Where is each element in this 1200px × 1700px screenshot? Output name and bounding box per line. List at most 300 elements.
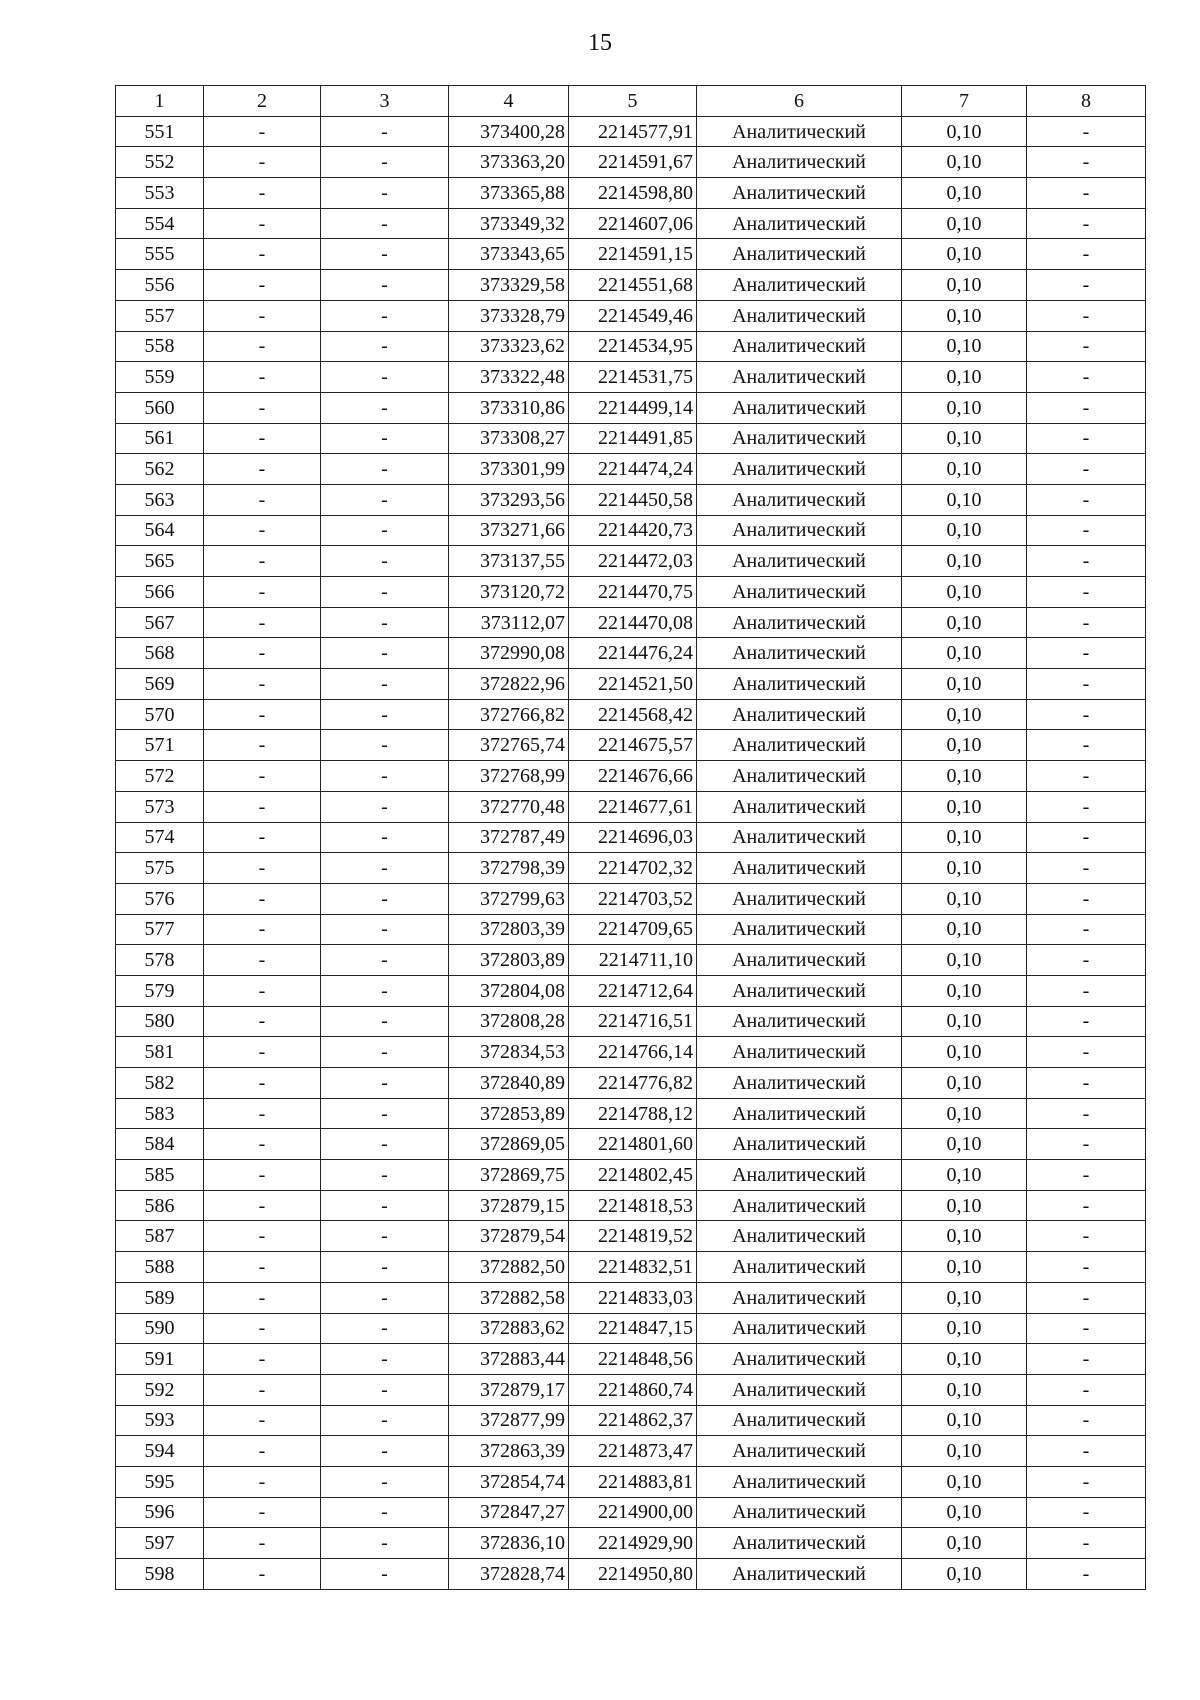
- table-cell: 373271,66: [449, 515, 569, 546]
- table-cell: 558: [116, 331, 204, 362]
- table-cell: 373137,55: [449, 546, 569, 577]
- table-cell: 2214929,90: [569, 1528, 697, 1559]
- table-cell: 2214900,00: [569, 1497, 697, 1528]
- table-cell: Аналитический: [697, 975, 902, 1006]
- table-cell: 373112,07: [449, 607, 569, 638]
- table-cell: -: [321, 239, 449, 270]
- table-cell: -: [321, 331, 449, 362]
- table-cell: -: [321, 853, 449, 884]
- table-cell: 0,10: [902, 1160, 1027, 1191]
- table-cell: 570: [116, 699, 204, 730]
- table-cell: 372879,15: [449, 1190, 569, 1221]
- table-cell: 575: [116, 853, 204, 884]
- table-cell: 557: [116, 300, 204, 331]
- table-cell: 2214474,24: [569, 454, 697, 485]
- table-cell: Аналитический: [697, 699, 902, 730]
- table-cell: -: [321, 1282, 449, 1313]
- table-cell: Аналитический: [697, 423, 902, 454]
- table-cell: -: [1027, 1006, 1146, 1037]
- table-cell: Аналитический: [697, 484, 902, 515]
- table-cell: -: [321, 761, 449, 792]
- table-cell: -: [204, 1374, 321, 1405]
- table-cell: 592: [116, 1374, 204, 1405]
- table-row: [116, 669, 1146, 700]
- table-cell: 2214802,45: [569, 1160, 697, 1191]
- table-cell: 0,10: [902, 914, 1027, 945]
- table-cell: 2214788,12: [569, 1098, 697, 1129]
- table-cell: 372766,82: [449, 699, 569, 730]
- table-cell: 2214703,52: [569, 883, 697, 914]
- table-cell: -: [204, 1068, 321, 1099]
- table-cell: 581: [116, 1037, 204, 1068]
- table-cell: Аналитический: [697, 1436, 902, 1467]
- table-cell: 2214598,80: [569, 178, 697, 209]
- table-cell: -: [321, 116, 449, 147]
- coordinates-table: [115, 85, 1146, 1590]
- table-cell: 587: [116, 1221, 204, 1252]
- table-cell: -: [321, 638, 449, 669]
- table-row: [116, 1037, 1146, 1068]
- table-cell: Аналитический: [697, 914, 902, 945]
- table-cell: -: [321, 1252, 449, 1283]
- table-cell: Аналитический: [697, 761, 902, 792]
- table-cell: 0,10: [902, 116, 1027, 147]
- table-row: [116, 1559, 1146, 1590]
- table-cell: 0,10: [902, 607, 1027, 638]
- table-cell: 2214591,67: [569, 147, 697, 178]
- table-cell: Аналитический: [697, 454, 902, 485]
- table-cell: Аналитический: [697, 853, 902, 884]
- table-cell: 2214702,32: [569, 853, 697, 884]
- table-cell: 372804,08: [449, 975, 569, 1006]
- table-cell: 373322,48: [449, 362, 569, 393]
- table-cell: -: [204, 147, 321, 178]
- table-cell: -: [321, 178, 449, 209]
- table-cell: Аналитический: [697, 392, 902, 423]
- table-cell: Аналитический: [697, 116, 902, 147]
- table-cell: Аналитический: [697, 1313, 902, 1344]
- table-cell: -: [321, 699, 449, 730]
- table-row: [116, 791, 1146, 822]
- table-cell: 372803,39: [449, 914, 569, 945]
- table-cell: -: [321, 1436, 449, 1467]
- table-cell: 373293,56: [449, 484, 569, 515]
- table-cell: -: [321, 791, 449, 822]
- table-cell: -: [1027, 1466, 1146, 1497]
- table-cell: -: [204, 1282, 321, 1313]
- table-cell: 372808,28: [449, 1006, 569, 1037]
- table-cell: Аналитический: [697, 1497, 902, 1528]
- table-cell: 0,10: [902, 208, 1027, 239]
- table-cell: 0,10: [902, 331, 1027, 362]
- table-cell: 0,10: [902, 1344, 1027, 1375]
- table-cell: 2214819,52: [569, 1221, 697, 1252]
- table-cell: -: [204, 300, 321, 331]
- table-cell: Аналитический: [697, 1221, 902, 1252]
- table-cell: Аналитический: [697, 1190, 902, 1221]
- table-cell: -: [204, 1466, 321, 1497]
- table-cell: -: [321, 669, 449, 700]
- table-cell: -: [204, 853, 321, 884]
- table-cell: -: [1027, 1068, 1146, 1099]
- table-cell: 2214531,75: [569, 362, 697, 393]
- table-cell: -: [1027, 1497, 1146, 1528]
- table-cell: 2214696,03: [569, 822, 697, 853]
- column-header: 8: [1027, 86, 1146, 117]
- table-cell: -: [1027, 178, 1146, 209]
- table-cell: 554: [116, 208, 204, 239]
- table-cell: 561: [116, 423, 204, 454]
- table-cell: 2214862,37: [569, 1405, 697, 1436]
- table-cell: 0,10: [902, 577, 1027, 608]
- table-cell: -: [204, 1528, 321, 1559]
- table-cell: -: [321, 1037, 449, 1068]
- table-cell: 2214873,47: [569, 1436, 697, 1467]
- table-cell: Аналитический: [697, 147, 902, 178]
- table-row: [116, 1252, 1146, 1283]
- table-cell: -: [321, 1405, 449, 1436]
- table-cell: 586: [116, 1190, 204, 1221]
- table-cell: -: [1027, 1282, 1146, 1313]
- table-cell: -: [1027, 1098, 1146, 1129]
- table-cell: 596: [116, 1497, 204, 1528]
- table-cell: 2214766,14: [569, 1037, 697, 1068]
- table-cell: 569: [116, 669, 204, 700]
- table-cell: -: [204, 945, 321, 976]
- table-cell: -: [321, 1344, 449, 1375]
- table-cell: -: [204, 1252, 321, 1283]
- table-cell: 2214551,68: [569, 270, 697, 301]
- table-cell: Аналитический: [697, 1160, 902, 1191]
- table-row: [116, 1221, 1146, 1252]
- table-cell: -: [321, 1129, 449, 1160]
- table-cell: 2214848,56: [569, 1344, 697, 1375]
- table-cell: 372847,27: [449, 1497, 569, 1528]
- table-cell: -: [321, 607, 449, 638]
- table-cell: 372840,89: [449, 1068, 569, 1099]
- table-row: [116, 1160, 1146, 1191]
- table-cell: 373400,28: [449, 116, 569, 147]
- table-cell: -: [321, 975, 449, 1006]
- column-header: 3: [321, 86, 449, 117]
- table-cell: 567: [116, 607, 204, 638]
- table-cell: 572: [116, 761, 204, 792]
- table-cell: 595: [116, 1466, 204, 1497]
- table-cell: 2214470,75: [569, 577, 697, 608]
- table-cell: 373308,27: [449, 423, 569, 454]
- table-cell: -: [204, 331, 321, 362]
- table-cell: -: [204, 239, 321, 270]
- table-cell: 0,10: [902, 1466, 1027, 1497]
- table-cell: 373343,65: [449, 239, 569, 270]
- table-cell: -: [1027, 853, 1146, 884]
- table-cell: -: [1027, 331, 1146, 362]
- table-cell: 0,10: [902, 1559, 1027, 1590]
- column-header: 4: [449, 86, 569, 117]
- table-body: [116, 116, 1146, 1589]
- table-cell: 2214776,82: [569, 1068, 697, 1099]
- table-cell: Аналитический: [697, 1405, 902, 1436]
- table-cell: 0,10: [902, 392, 1027, 423]
- table-cell: -: [1027, 669, 1146, 700]
- table-cell: Аналитический: [697, 1344, 902, 1375]
- table-cell: Аналитический: [697, 1528, 902, 1559]
- column-header: 2: [204, 86, 321, 117]
- table-cell: 2214534,95: [569, 331, 697, 362]
- table-cell: -: [321, 1313, 449, 1344]
- table-cell: Аналитический: [697, 270, 902, 301]
- table-cell: 372803,89: [449, 945, 569, 976]
- table-cell: 2214568,42: [569, 699, 697, 730]
- table-cell: 372879,17: [449, 1374, 569, 1405]
- table-cell: -: [1027, 1160, 1146, 1191]
- table-cell: -: [1027, 1313, 1146, 1344]
- table-cell: -: [321, 484, 449, 515]
- table-cell: -: [321, 945, 449, 976]
- table-cell: -: [321, 577, 449, 608]
- table-cell: 566: [116, 577, 204, 608]
- table-row: [116, 331, 1146, 362]
- table-cell: -: [321, 1374, 449, 1405]
- table-cell: -: [204, 577, 321, 608]
- table-row: [116, 1405, 1146, 1436]
- table-cell: 2214676,66: [569, 761, 697, 792]
- table-cell: 372765,74: [449, 730, 569, 761]
- table-cell: -: [321, 883, 449, 914]
- table-cell: 373310,86: [449, 392, 569, 423]
- table-cell: 0,10: [902, 853, 1027, 884]
- table-cell: -: [321, 1098, 449, 1129]
- table-row: [116, 1374, 1146, 1405]
- table-cell: Аналитический: [697, 822, 902, 853]
- table-cell: 0,10: [902, 147, 1027, 178]
- table-cell: 372834,53: [449, 1037, 569, 1068]
- table-row: [116, 1528, 1146, 1559]
- table-cell: -: [321, 822, 449, 853]
- table-cell: 0,10: [902, 1252, 1027, 1283]
- table-cell: 579: [116, 975, 204, 1006]
- table-cell: 0,10: [902, 484, 1027, 515]
- column-header: 5: [569, 86, 697, 117]
- table-cell: 571: [116, 730, 204, 761]
- table-cell: 594: [116, 1436, 204, 1467]
- table-cell: -: [1027, 1129, 1146, 1160]
- table-cell: -: [204, 1221, 321, 1252]
- table-cell: 2214499,14: [569, 392, 697, 423]
- table-row: [116, 1129, 1146, 1160]
- table-row: [116, 239, 1146, 270]
- table-cell: 372787,49: [449, 822, 569, 853]
- table-row: [116, 1068, 1146, 1099]
- table-cell: -: [1027, 761, 1146, 792]
- table-cell: 573: [116, 791, 204, 822]
- table-cell: Аналитический: [697, 362, 902, 393]
- table-cell: -: [204, 1190, 321, 1221]
- table-cell: -: [1027, 392, 1146, 423]
- table-cell: -: [204, 392, 321, 423]
- table-cell: -: [1027, 975, 1146, 1006]
- table-cell: 0,10: [902, 1221, 1027, 1252]
- table-cell: 2214450,58: [569, 484, 697, 515]
- table-cell: Аналитический: [697, 1006, 902, 1037]
- table-cell: -: [1027, 239, 1146, 270]
- table-cell: 0,10: [902, 362, 1027, 393]
- table-cell: 589: [116, 1282, 204, 1313]
- table-cell: 0,10: [902, 945, 1027, 976]
- table-row: [116, 454, 1146, 485]
- table-cell: Аналитический: [697, 730, 902, 761]
- table-cell: -: [204, 730, 321, 761]
- table-row: [116, 975, 1146, 1006]
- table-cell: -: [1027, 270, 1146, 301]
- table-cell: 2214472,03: [569, 546, 697, 577]
- table-cell: 2214832,51: [569, 1252, 697, 1283]
- table-cell: -: [1027, 945, 1146, 976]
- table-cell: Аналитический: [697, 638, 902, 669]
- table-cell: -: [321, 270, 449, 301]
- table-cell: 373365,88: [449, 178, 569, 209]
- table-cell: Аналитический: [697, 669, 902, 700]
- table-cell: -: [1027, 1037, 1146, 1068]
- column-header: 1: [116, 86, 204, 117]
- table-cell: -: [204, 822, 321, 853]
- table-cell: Аналитический: [697, 300, 902, 331]
- table-cell: -: [1027, 300, 1146, 331]
- table-row: [116, 1006, 1146, 1037]
- table-cell: 0,10: [902, 975, 1027, 1006]
- table-cell: 372882,50: [449, 1252, 569, 1283]
- table-cell: 597: [116, 1528, 204, 1559]
- table-cell: 2214801,60: [569, 1129, 697, 1160]
- table-cell: 2214577,91: [569, 116, 697, 147]
- table-row: [116, 822, 1146, 853]
- table-cell: -: [1027, 1559, 1146, 1590]
- table-cell: 562: [116, 454, 204, 485]
- table-cell: -: [321, 1221, 449, 1252]
- table-cell: 0,10: [902, 1313, 1027, 1344]
- table-cell: 551: [116, 116, 204, 147]
- table-cell: -: [204, 1405, 321, 1436]
- table-row: [116, 607, 1146, 638]
- table-row: [116, 761, 1146, 792]
- table-cell: 582: [116, 1068, 204, 1099]
- table-cell: 2214476,24: [569, 638, 697, 669]
- table-cell: 0,10: [902, 1405, 1027, 1436]
- table-cell: -: [204, 423, 321, 454]
- table-cell: -: [204, 1098, 321, 1129]
- table-cell: -: [321, 515, 449, 546]
- table-cell: 0,10: [902, 300, 1027, 331]
- table-cell: -: [1027, 791, 1146, 822]
- table-row: [116, 945, 1146, 976]
- table-cell: 2214677,61: [569, 791, 697, 822]
- table-cell: 583: [116, 1098, 204, 1129]
- table-cell: 598: [116, 1559, 204, 1590]
- table-cell: 576: [116, 883, 204, 914]
- table-cell: 2214711,10: [569, 945, 697, 976]
- table-cell: -: [321, 362, 449, 393]
- table-cell: -: [1027, 730, 1146, 761]
- table-cell: -: [321, 730, 449, 761]
- table-cell: -: [204, 761, 321, 792]
- table-cell: 0,10: [902, 669, 1027, 700]
- table-cell: 0,10: [902, 761, 1027, 792]
- table-cell: 2214591,15: [569, 239, 697, 270]
- table-cell: 593: [116, 1405, 204, 1436]
- table-row: [116, 1098, 1146, 1129]
- table-cell: -: [204, 1160, 321, 1191]
- table-cell: 552: [116, 147, 204, 178]
- table-cell: 0,10: [902, 1497, 1027, 1528]
- table-cell: -: [1027, 208, 1146, 239]
- table-cell: 565: [116, 546, 204, 577]
- table-cell: -: [204, 975, 321, 1006]
- table-row: [116, 577, 1146, 608]
- table-cell: Аналитический: [697, 607, 902, 638]
- table-cell: -: [204, 362, 321, 393]
- table-cell: 564: [116, 515, 204, 546]
- table-cell: 555: [116, 239, 204, 270]
- table-cell: 2214470,08: [569, 607, 697, 638]
- table-cell: 0,10: [902, 1436, 1027, 1467]
- table-cell: -: [1027, 1221, 1146, 1252]
- table-cell: 372799,63: [449, 883, 569, 914]
- table-cell: Аналитический: [697, 1559, 902, 1590]
- table-row: [116, 1436, 1146, 1467]
- table-cell: 372882,58: [449, 1282, 569, 1313]
- table-cell: 373328,79: [449, 300, 569, 331]
- table-cell: 373363,20: [449, 147, 569, 178]
- table-cell: -: [204, 270, 321, 301]
- table-cell: 0,10: [902, 883, 1027, 914]
- table-cell: -: [321, 208, 449, 239]
- table-cell: 0,10: [902, 1374, 1027, 1405]
- table-cell: 372828,74: [449, 1559, 569, 1590]
- table-cell: 0,10: [902, 454, 1027, 485]
- table-row: [116, 208, 1146, 239]
- table-row: [116, 484, 1146, 515]
- table-cell: 584: [116, 1129, 204, 1160]
- table-cell: 0,10: [902, 178, 1027, 209]
- table-cell: -: [321, 392, 449, 423]
- table-cell: 0,10: [902, 822, 1027, 853]
- table-cell: -: [1027, 914, 1146, 945]
- table-row: [116, 1282, 1146, 1313]
- table-cell: 0,10: [902, 1190, 1027, 1221]
- table-cell: -: [1027, 577, 1146, 608]
- table-cell: -: [321, 546, 449, 577]
- table-cell: 2214549,46: [569, 300, 697, 331]
- table-cell: -: [321, 1559, 449, 1590]
- table-header: [116, 86, 1146, 117]
- table-cell: -: [204, 1344, 321, 1375]
- table-cell: 372863,39: [449, 1436, 569, 1467]
- table-cell: 580: [116, 1006, 204, 1037]
- table-cell: 372883,44: [449, 1344, 569, 1375]
- table-cell: 556: [116, 270, 204, 301]
- table-cell: -: [204, 914, 321, 945]
- table-cell: -: [1027, 1374, 1146, 1405]
- table-cell: Аналитический: [697, 1068, 902, 1099]
- table-row: [116, 699, 1146, 730]
- table-cell: -: [321, 1006, 449, 1037]
- table-cell: 0,10: [902, 791, 1027, 822]
- table-cell: Аналитический: [697, 208, 902, 239]
- table-cell: 373349,32: [449, 208, 569, 239]
- table-cell: -: [204, 1313, 321, 1344]
- table-cell: -: [204, 1037, 321, 1068]
- table-cell: 373329,58: [449, 270, 569, 301]
